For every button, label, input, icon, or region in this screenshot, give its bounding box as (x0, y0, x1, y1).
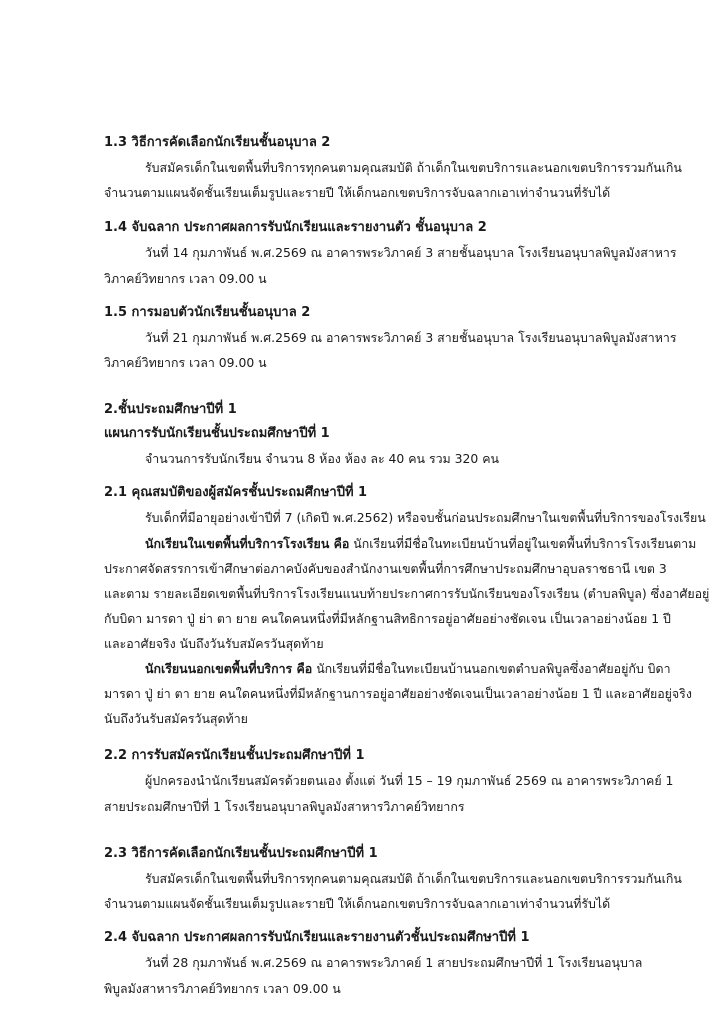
section-2-4-line-2: พิบูลมังสาหารวิภาคย์วิทยากร เวลา 09.00 น (104, 981, 341, 996)
section-1-3-heading: 1.3 วิธีการคัดเลือกนักเรียนชั้นอนุบาล 2 (104, 135, 331, 150)
section-1-4-line-2: วิภาคย์วิทยากร เวลา 09.00 น (104, 271, 267, 286)
section-2-3-line-1: รับสมัครเด็กในเขตพื้นที่บริการทุกคนตามคุณสมบัติ ถ้าเด็กในเขตบริการและนอกเขตบริการรวมกันเกิน (145, 871, 682, 886)
section-1-5-line-1: วันที่ 21 กุมภาพันธ์ พ.ศ.2569 ณ อาคารพระวิภาคย์ 3 สายชั้นอนุบาล โรงเรียนอนุบาลพิบูลมังสาหาร (145, 330, 677, 345)
section-2-4-heading: 2.4 จับฉลาก ประกาศผลการรับนักเรียนและรายงานตัวชั้นประถมศึกษาปีที่ 1 (104, 930, 530, 945)
section-2-2-line-2: สายประถมศึกษาปีที่ 1 โรงเรียนอนุบาลพิบูลมังสาหารวิภาคย์วิทยากร (104, 799, 465, 814)
section-2-2-heading: 2.2 การรับสมัครนักเรียนชั้นประถมศึกษาปีที่ 1 (104, 748, 365, 763)
out-area-line-3: นับถึงวันรับสมัครวันสุดท้าย (104, 711, 248, 726)
in-area-line-5: และอาศัยจริง นับถึงวันรับสมัครวันสุดท้าย (104, 636, 324, 651)
section-1-5-line-2: วิภาคย์วิทยากร เวลา 09.00 น (104, 355, 267, 370)
section-1-3-line-1: รับสมัครเด็กในเขตพื้นที่บริการทุกคนตามคุณสมบัติ ถ้าเด็กในเขตบริการและนอกเขตบริการรวมกันเกิน (145, 160, 682, 175)
in-area-label: นักเรียนในเขตพื้นที่บริการโรงเรียน คือ (145, 536, 350, 551)
in-area-line-2: ประกาศจัดสรรการเข้าศึกษาต่อภาคบังคับของสำนักงานเขตพื้นที่การศึกษาประถมศึกษาอุบลราชธานี เขต 3 (104, 561, 667, 576)
in-area-line-1 (145, 535, 696, 553)
section-1-5-heading: 1.5 การมอบตัวนักเรียนชั้นอนุบาล 2 (104, 305, 311, 320)
section-2-2-line-1: ผู้ปกครองนำนักเรียนสมัครด้วยตนเอง ตั้งแต่ วันที่ 15 – 19 กุมภาพันธ์ 2569 ณ อาคารพระวิภาคย์ 1 (145, 773, 674, 788)
out-area-text: นักเรียนที่มีชื่อในทะเบียนบ้านนอกเขตตำบลพิบูลซึ่งอาศัยอยู่กับ บิดา (312, 661, 671, 676)
section-2-heading: 2.ชั้นประถมศึกษาปีที่ 1 (104, 402, 237, 417)
in-area-line-4: กับบิดา มารดา ปู่ ย่า ตา ยาย คนใดคนหนึ่งที่มีหลักฐานสิทธิการอยู่อาศัยอย่างชัดเจน เป็นเวลาอย่างน้อย 1 ปี (104, 611, 671, 626)
section-1-3-line-2: จำนวนตามแผนจัดชั้นเรียนเต็มรูปและรายปี ให้เด็กนอกเขตบริการจับฉลากเอาเท่าจำนวนที่รับได้ (104, 185, 611, 200)
in-area-line-3: และตาม รายละเอียดเขตพื้นที่บริการโรงเรียนแนบท้ายประกาศการรับนักเรียนของโรงเรียน (ตำบลพิบูล) ซึ่งอาศัยอยู่ (104, 586, 710, 601)
out-area-line-1 (145, 660, 671, 678)
out-area-line-2: มารดา ปู่ ย่า ตา ยาย คนใดคนหนึ่งที่มีหลักฐานการอยู่อาศัยอย่างชัดเจนเป็นเวลาอย่างน้อย 1 ปี และอาศัยอยู่จริง (104, 686, 692, 701)
in-area-text: นักเรียนที่มีชื่อในทะเบียนบ้านที่อยู่ในเขตพื้นที่บริการโรงเรียนตาม (349, 536, 697, 551)
section-1-4-heading: 1.4 จับฉลาก ประกาศผลการรับนักเรียนและรายงานตัว ชั้นอนุบาล 2 (104, 220, 487, 235)
section-2-3-line-2: จำนวนตามแผนจัดชั้นเรียนเต็มรูปและรายปี ให้เด็กนอกเขตบริการจับฉลากเอาเท่าจำนวนที่รับได้ (104, 896, 611, 911)
section-1-4-line-1: วันที่ 14 กุมภาพันธ์ พ.ศ.2569 ณ อาคารพระวิภาคย์ 3 สายชั้นอนุบาล โรงเรียนอนุบาลพิบูลมังสาหาร (145, 245, 677, 260)
section-2-1-heading: 2.1 คุณสมบัติของผู้สมัครชั้นประถมศึกษาปีที่ 1 (104, 485, 368, 500)
section-2-4-line-1: วันที่ 28 กุมภาพันธ์ พ.ศ.2569 ณ อาคารพระวิภาคย์ 1 สายประถมศึกษาปีที่ 1 โรงเรียนอนุบาล (145, 955, 643, 970)
section-2-3-heading: 2.3 วิธีการคัดเลือกนักเรียนชั้นประถมศึกษาปีที่ 1 (104, 846, 378, 861)
out-area-label: นักเรียนนอกเขตพื้นที่บริการ คือ (145, 661, 313, 676)
plan-heading: แผนการรับนักเรียนชั้นประถมศึกษาปีที่ 1 (104, 426, 330, 441)
section-2-1-line-1: รับเด็กที่มีอายุอย่างเข้าปีที่ 7 (เกิดปี พ.ศ.2562) หรือจบชั้นก่อนประถมศึกษาในเขตพื้นที่บริการของโรงเรียน (145, 510, 706, 525)
plan-line: จำนวนการรับนักเรียน จำนวน 8 ห้อง ห้อง ละ 40 คน รวม 320 คน (145, 451, 500, 466)
